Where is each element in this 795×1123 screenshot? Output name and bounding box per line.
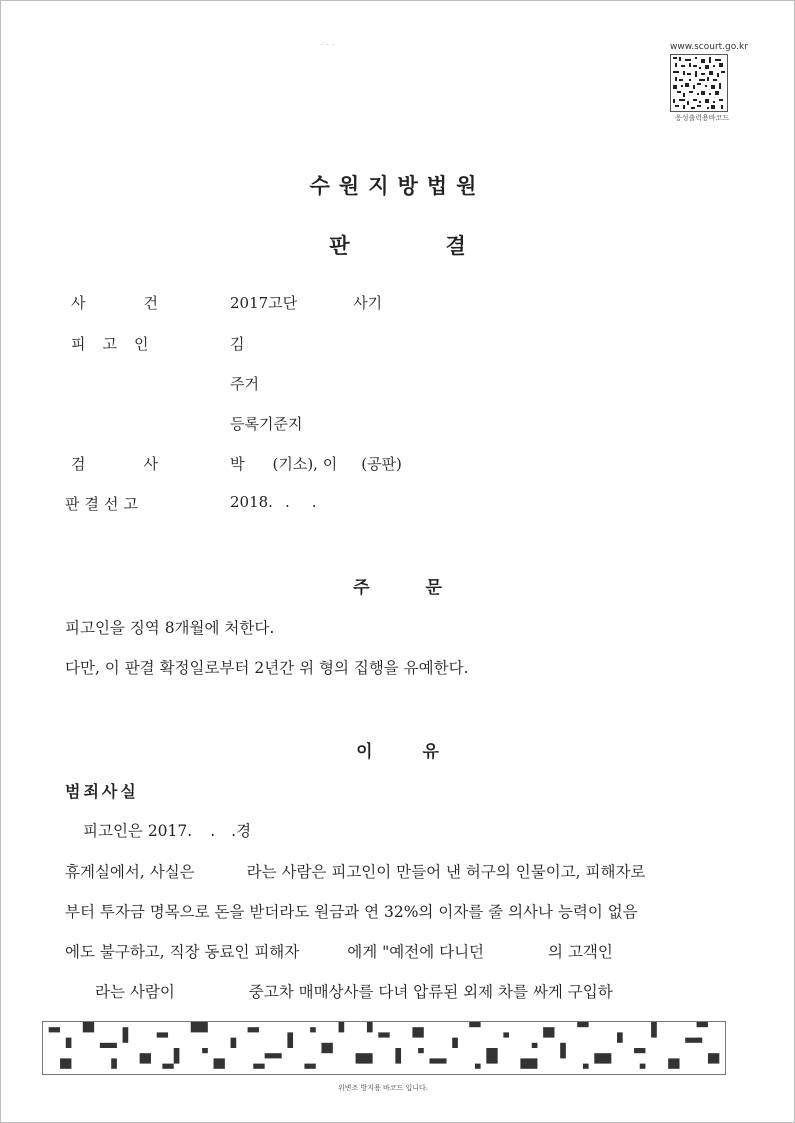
defendant-address-label: 주거: [230, 375, 259, 393]
facts-line-2: 휴게실에서, 사실은 라는 사람은 피고인이 만들어 낸 허구의 인물이고, 피해자로: [65, 863, 646, 881]
court-website: www.scourt.go.kr: [670, 42, 748, 52]
doc-title-char: 판: [329, 234, 350, 258]
sentencing-date: 2018. . .: [230, 493, 317, 511]
court-name: 수원지방법원: [309, 174, 486, 198]
doc-title-char: 결: [445, 234, 466, 258]
prosecutor-b: (기소), 이: [272, 455, 338, 473]
qr-code-label: 응성출력용바코드: [675, 114, 730, 122]
sentencing-label: 판 결 선 고: [65, 495, 138, 513]
prosecutor-label: 검 사: [71, 455, 158, 473]
case-number: 2017고단: [230, 294, 298, 312]
case-label: 사 건: [71, 294, 158, 312]
defendant-label: 피 고 인: [71, 335, 149, 353]
prosecutor-value: [230, 453, 402, 474]
case-value: [230, 292, 382, 313]
defendant-name: 김: [230, 335, 245, 353]
defendant-registry-label: 등록기준지: [230, 415, 303, 433]
facts-line-3: 부터 투자금 명목으로 돈을 받더라도 원금과 연 32%의 이자를 줄 의사나 능력이 없음: [65, 903, 638, 921]
facts-line-1: 피고인은 2017. . .경: [83, 822, 252, 840]
doc-title: [0, 230, 795, 260]
order-line-1: 피고인을 징역 8개월에 처한다.: [65, 619, 275, 637]
prosecutor-a: 박: [230, 455, 245, 473]
anti-forgery-barcode-icon: [42, 1021, 726, 1075]
order-line-2: 다만, 이 판결 확정일로부터 2년간 위 형의 집행을 유예한다.: [65, 659, 469, 677]
faint-mark: - - -: [320, 40, 335, 50]
order-heading: 주 문: [353, 578, 442, 598]
facts-line-5: 라는 사람이 중고차 매매상사를 다녀 압류된 외제 차를 싸게 구입하: [95, 983, 613, 1001]
facts-line-4: 에도 불구하고, 직장 동료인 피해자 에게 "예전에 다니던 의 고객인: [65, 943, 613, 961]
barcode-label: 위변조 방지용 바코드 입니다.: [337, 1084, 429, 1092]
qr-code-icon: [670, 54, 728, 112]
crime-facts-heading: 범죄사실: [65, 782, 139, 801]
prosecutor-c: (공판): [361, 455, 402, 473]
reasons-heading: 이 유: [356, 742, 439, 762]
case-type: 사기: [353, 294, 383, 312]
